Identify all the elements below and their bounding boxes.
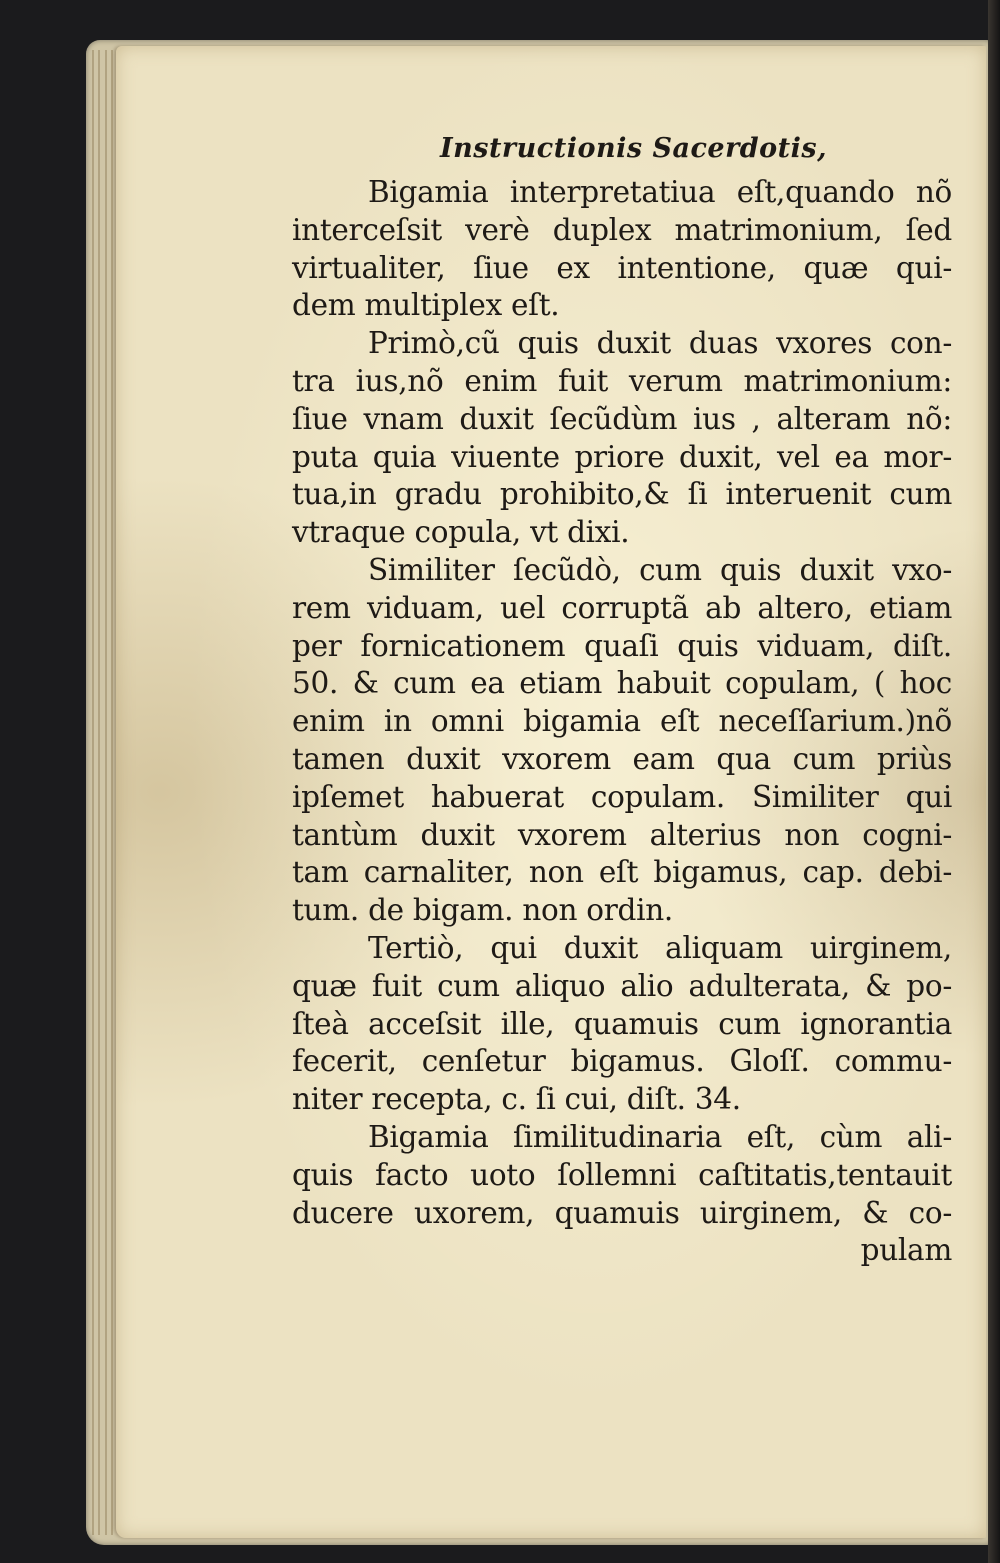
text-line: Primò,cũ quis duxit duas vxores con- — [368, 326, 952, 361]
page-edge-line — [111, 50, 113, 1535]
page-edge-line — [98, 50, 100, 1535]
text-line: dem multiplex eſt. — [292, 288, 560, 323]
text-line: virtualiter, ſiue ex intentione, quæ qui- — [292, 250, 952, 285]
text-line: puta quia viuente priore duxit, vel ea mor- — [292, 439, 952, 474]
text-line: ſiue vnam duxit ſecũdùm ius , alteram nõ: — [292, 401, 952, 436]
text-line: ducere uxorem, quamuis uirginem, & co- — [292, 1195, 952, 1230]
book-spine — [988, 0, 1000, 1563]
text-line: quæ fuit cum aliquo alio adulterata, & po- — [292, 968, 952, 1003]
text-line: ſteà acceſsit ille, quamuis cum ignorantia — [292, 1006, 952, 1041]
text-line: ipſemet habuerat copulam. Similiter qui — [292, 779, 952, 814]
text-line: enim in omni bigamia eſt neceſſarium.)nõ — [292, 704, 952, 739]
text-line: tantùm duxit vxorem alterius non cogni- — [292, 817, 952, 852]
text-line: Bigamia ſimilitudinaria eſt, cùm ali- — [368, 1119, 952, 1154]
text-line: Bigamia interpretatiua eſt,quando nõ — [368, 175, 952, 209]
text-line: tam carnaliter, non eſt bigamus, cap. debi- — [292, 855, 952, 890]
text-line: per fornicationem quaſi quis viduam, diſt. — [292, 628, 952, 663]
catchword: pulam — [860, 1233, 952, 1268]
text-line: rem viduam, uel corruptã ab altero, etiam — [292, 590, 952, 625]
text-line: interceſsit verè duplex matrimonium, ſed — [292, 212, 952, 247]
text-line: tamen duxit vxorem eam qua cum priùs — [292, 741, 952, 776]
text-line: niter recepta, c. ſi cui, diſt. 34. — [292, 1082, 741, 1117]
text-line: 50. & cum ea etiam habuit copulam, ( hoc — [292, 666, 952, 701]
text-line: vtraque copula, vt dixi. — [292, 515, 630, 550]
text-block — [292, 130, 952, 1270]
page-edge-line — [92, 50, 94, 1535]
text-line: quis facto uoto ſollemni caſtitatis,tentauit — [292, 1157, 952, 1192]
text-line: Similiter ſecũdò, cum quis duxit vxo- — [368, 552, 952, 587]
running-head: Instructionis Sacerdotis, — [440, 133, 828, 164]
page-edge-line — [105, 50, 107, 1535]
text-line: tua,in gradu prohibito,& ſi interuenit cum — [292, 477, 952, 512]
text-line: tra ius,nõ enim fuit verum matrimonium: — [292, 363, 952, 398]
text-line: tum. de bigam. non ordin. — [292, 893, 674, 928]
text-line: Tertiò, qui duxit aliquam uirginem, — [368, 930, 952, 965]
text-line: fecerit, cenſetur bigamus. Gloſſ. commu- — [292, 1044, 952, 1079]
